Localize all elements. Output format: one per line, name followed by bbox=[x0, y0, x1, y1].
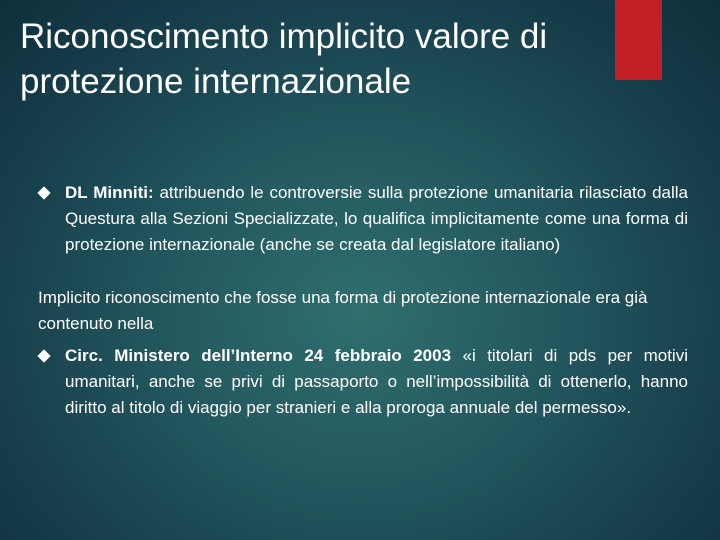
bullet-text bbox=[65, 343, 688, 421]
bullet-dl-minniti bbox=[38, 180, 688, 258]
slide-title: Riconoscimento implicito valore di protezione internazionale bbox=[20, 17, 548, 101]
bullet-text bbox=[65, 180, 688, 258]
diamond-bullet-icon bbox=[37, 349, 50, 362]
bullet-circolare bbox=[38, 343, 688, 421]
bullet-body: «i titolari di pds per motivi umanitari, anche se privi di passaporto o nell’impossibilità di ottenerlo, hanno diritto al titolo di viaggio per stranieri e alla proroga annuale del permesso». bbox=[65, 346, 688, 417]
paragraph-text: Implicito riconoscimento che fosse una forma di protezione internazionale era già contenuto nella bbox=[38, 288, 648, 333]
bullet-body: attribuendo le controversie sulla protezione umanitaria rilasciato dalla Questura alla Sezioni Specializzate, lo qualifica implicitamente come una forma di protezione internazionale (anche se creata dal legislatore italiano) bbox=[65, 183, 688, 254]
bullet-lead: DL Minniti: bbox=[65, 183, 154, 202]
red-accent-bar bbox=[615, 0, 662, 80]
diamond-bullet-icon bbox=[37, 186, 50, 199]
bullet-lead: Circ. Ministero dell’Interno 24 febbraio 2003 bbox=[65, 346, 452, 365]
